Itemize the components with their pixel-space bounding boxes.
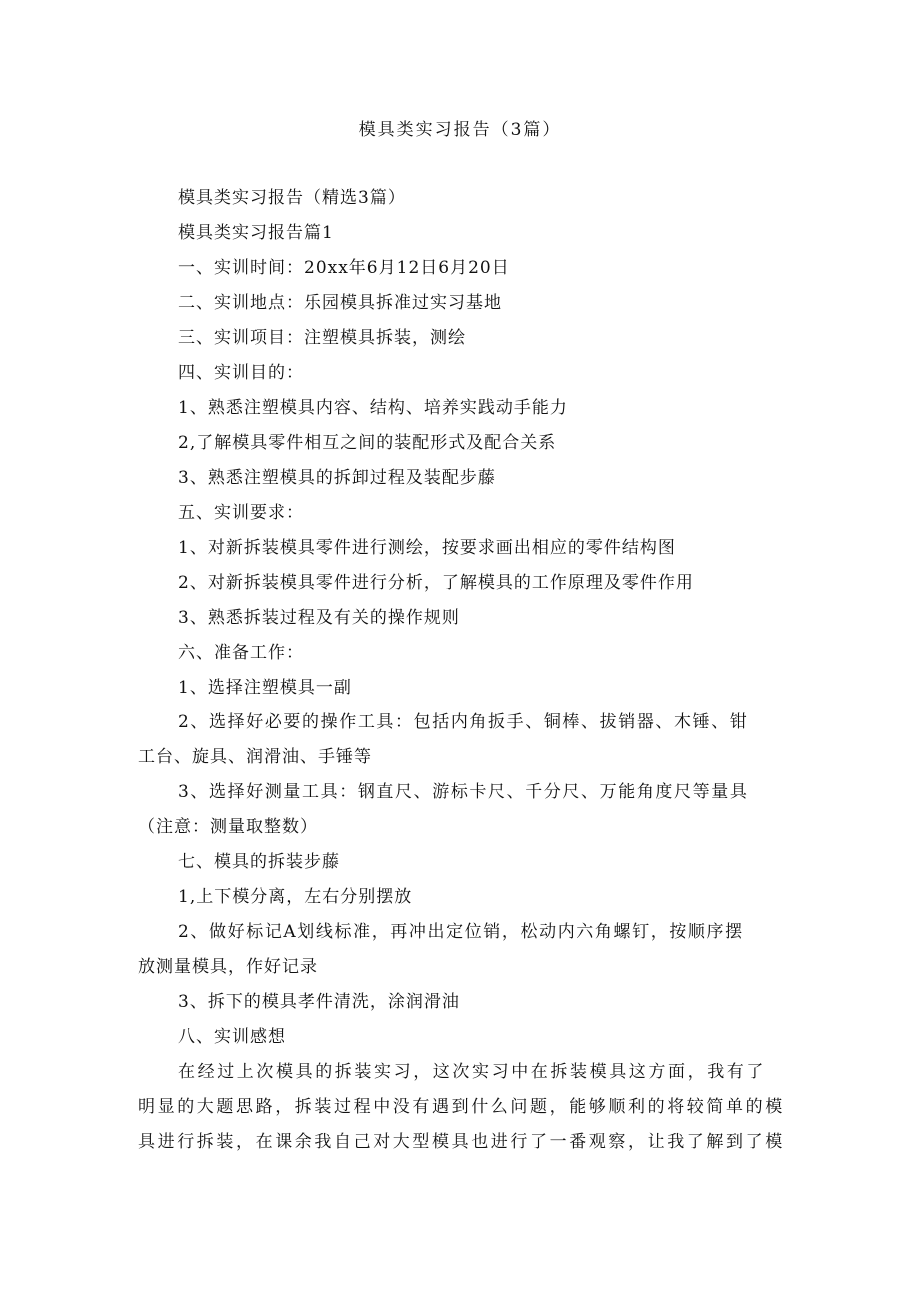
paragraph-line: 八、实训感想 (178, 1027, 286, 1047)
paragraph-line: 五、实训要求： (178, 503, 304, 523)
paragraph-line: 1、选择注塑模具一副 (178, 678, 352, 698)
paragraph-line: 放测量模具，作好记录 (138, 957, 318, 977)
paragraph-line: 明显的大题思路，拆装过程中没有遇到什么问题，能够顺利的将较简单的模 (138, 1097, 785, 1117)
paragraph-line: 3、熟悉注塑模具的拆卸过程及装配步藤 (178, 468, 496, 488)
paragraph-line: 七、模具的拆装步藤 (178, 852, 340, 872)
paragraph-line: 一、实训时间：20xx年6月12日6月20日 (178, 258, 510, 278)
subtitle-line: 模具类实习报告（精选3篇） (178, 188, 406, 208)
paragraph-line: 1,上下模分离，左右分别摆放 (178, 887, 413, 907)
paragraph-line: 1、对新拆装模具零件进行测绘，按要求画出相应的零件结构图 (178, 538, 676, 558)
paragraph-line: 六、准备工作： (178, 643, 304, 663)
document-title: 模具类实习报告（3篇） (358, 120, 562, 140)
paragraph-line: 工台、旋具、润滑油、手锤等 (138, 747, 372, 767)
paragraph-line: 三、实训项目：注塑模具拆装，测绘 (178, 328, 466, 348)
paragraph-line: 2、对新拆装模具零件进行分析，了解模具的工作原理及零件作用 (178, 573, 694, 593)
paragraph-line: 2、选择好必要的操作工具：包括内角扳手、铜棒、拔销器、木锤、钳 (178, 712, 749, 732)
paragraph-line: 2,了解模具零件相互之间的装配形式及配合关系 (178, 433, 557, 453)
paragraph-line: 1、熟悉注塑模具内容、结构、培养实践动手能力 (178, 398, 568, 418)
paragraph-line: 2、做好标记A划线标准，再冲出定位销，松动内六角螺钉，按顺序摆 (178, 922, 744, 942)
paragraph-line: （注意：测量取整数） (138, 817, 318, 837)
paragraph-line: 四、实训目的： (178, 363, 304, 383)
paragraph-line: 3、拆下的模具孝件清洗，涂润滑油 (178, 992, 460, 1012)
paragraph-line: 在经过上次模具的拆装实习，这次实习中在拆装模具这方面，我有了 (178, 1062, 766, 1082)
paragraph-line: 具进行拆装，在课余我自己对大型模具也进行了一番观察，让我了解到了模 (138, 1132, 785, 1152)
paragraph-line: 二、实训地点：乐园模具拆准过实习基地 (178, 293, 502, 313)
paragraph-line: 3、熟悉拆装过程及有关的操作规则 (178, 608, 460, 628)
section-heading: 模具类实习报告篇1 (178, 223, 334, 243)
paragraph-line: 3、选择好测量工具：钢直尺、游标卡尺、千分尺、万能角度尺等量具 (178, 782, 749, 802)
